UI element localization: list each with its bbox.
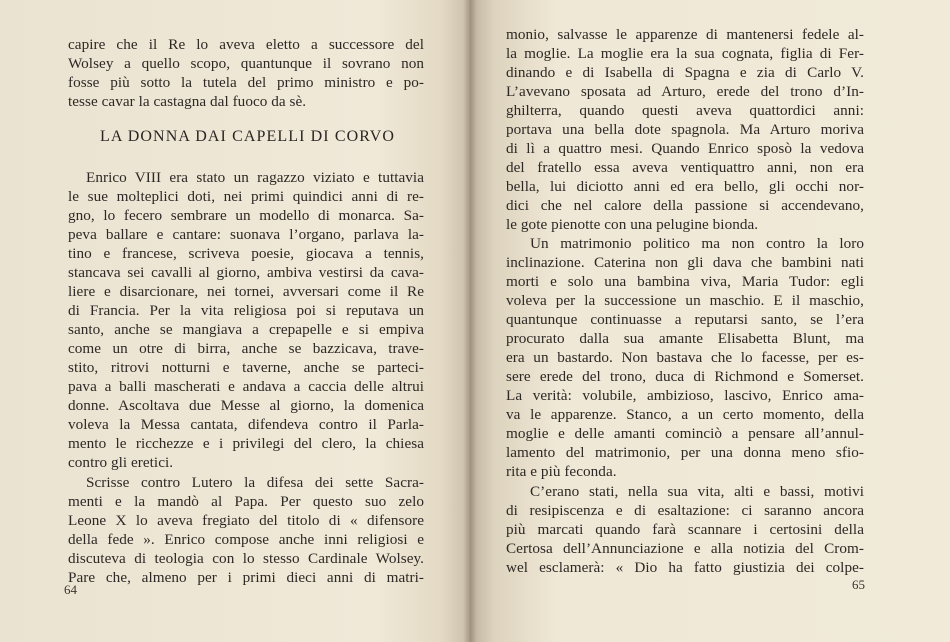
text-line: pava a balli mascherati e andava a caccia delle altrui xyxy=(68,378,424,395)
text-line: tino e francese, scriveva poesie, giocava a tennis, xyxy=(68,245,424,262)
text-line: stito, ritrovi notturni e taverne, anche se parteci- xyxy=(68,359,424,376)
text-line: inclinazione. Caterina non gli dava che bambini nati xyxy=(506,254,864,271)
text-line: le gote pienotte con una pelugine bionda. xyxy=(506,216,759,233)
text-line: dinando e di Isabella di Spagna e zia di Carlo V. xyxy=(506,64,864,81)
text-line: Wolsey a quello scopo, quantunque il sovrano non xyxy=(68,55,424,72)
page-number: 65 xyxy=(852,577,865,592)
text-line: più marcati quando farà scannare i certosini della xyxy=(506,521,864,538)
text-line: voleva per la successione un maschio. E il maschio, xyxy=(506,292,864,309)
text-line: Enrico VIII era stato un ragazzo viziato e tuttavia xyxy=(86,169,424,186)
text-line: quantunque continuasse a reputarsi santo, se l’era xyxy=(506,311,864,328)
text-line: gno, lo fecero sembrare un modello di monarca. Sa- xyxy=(68,207,424,224)
page-number: 64 xyxy=(64,582,77,597)
text-line: L’avevano sposata ad Arturo, erede del trono d’In- xyxy=(506,83,864,100)
text-line: le sue molteplici doti, nei primi quindici anni di re- xyxy=(68,188,424,205)
text-line: peva ballare e cantare: suonava l’organo, parlava la- xyxy=(68,226,424,243)
text-line: discuteva di teologia con lo stesso Cardinale Wolsey. xyxy=(68,550,424,567)
text-line: fosse più sotto la tutela del primo ministro e po- xyxy=(68,74,424,91)
right-page xyxy=(470,0,950,642)
text-line: sere erede del trono, duca di Richmond e Somerset. xyxy=(506,368,864,385)
text-line: la moglie. La moglie era la sua cognata, figlia di Fer- xyxy=(506,45,864,62)
chapter-title: LA DONNA DAI CAPELLI DI CORVO xyxy=(100,128,396,145)
text-line: Un matrimonio politico ma non contro la loro xyxy=(530,235,864,252)
text-line: mento le ricchezze e i privilegi del clero, la chiesa xyxy=(68,435,424,452)
text-line: Pare che, almeno per i primi dieci anni di matri- xyxy=(68,569,424,586)
text-line: stancava sei cavalli al giorno, ambiva vestirsi da cava- xyxy=(68,264,424,281)
text-line: portava una bella dote spagnola. Ma Arturo moriva xyxy=(506,121,864,138)
text-line: bella, lui diciotto anni ed era bello, gli occhi nor- xyxy=(506,178,864,195)
text-line: di resipiscenza e di esaltazione: ci saranno ancora xyxy=(506,502,864,519)
text-line: tesse cavar la castagna dal fuoco da sè. xyxy=(68,93,307,110)
text-line: di Francia. Per la vita religiosa poi si reputava un xyxy=(68,302,424,319)
text-line: va le apparenze. Stanco, a un certo momento, della xyxy=(506,406,864,423)
text-line: del fratello essa aveva ventiquattro anni, non era xyxy=(506,159,864,176)
text-line: santo, anche se mangiava a crepapelle e si empiva xyxy=(68,321,424,338)
text-line: contro gli eretici. xyxy=(68,454,174,471)
text-line: Scrisse contro Lutero la difesa dei sette Sacra- xyxy=(86,474,424,491)
text-line: La verità: volubile, ambizioso, lascivo, Enrico ama- xyxy=(506,387,864,404)
text-line: era un bastardo. Non bastava che lo facesse, per es- xyxy=(506,349,864,366)
text-line: ghilterra, quando questi aveva quattordici anni: xyxy=(506,102,864,119)
text-line: monio, salvasse le apparenze di mantenersi fedele al- xyxy=(506,26,864,43)
text-line: come un otre di birra, anche se bazzicava, trave- xyxy=(68,340,424,357)
left-page xyxy=(0,0,470,642)
text-line: procurato dalla sua amante Elisabetta Blunt, ma xyxy=(506,330,864,347)
text-line: dici che nel calore della passione si accendevano, xyxy=(506,197,864,214)
text-line: Certosa dell’Annunciazione e alla notizia del Crom- xyxy=(506,540,864,557)
text-line: donne. Ascoltava due Messe al giorno, la domenica xyxy=(68,397,424,414)
text-line: wel esclamerà: « Dio ha fatto giustizia dei colpe- xyxy=(506,559,864,576)
text-line: morti e solo una bambina viva, Maria Tudor: egli xyxy=(506,273,864,290)
text-line: lamento del matrimonio, per una donna meno sfio- xyxy=(506,444,864,461)
text-line: capire che il Re lo aveva eletto a successore del xyxy=(68,36,424,53)
text-line: Leone X lo aveva fregiato del titolo di « difensore xyxy=(68,512,424,529)
text-line: moglie e delle amanti cominciò a pensare all’annul- xyxy=(506,425,864,442)
text-line: di lì a quattro mesi. Quando Enrico sposò la vedova xyxy=(506,140,864,157)
text-line: rita e più feconda. xyxy=(506,463,617,480)
text-line: menti e la mandò al Papa. Per questo suo zelo xyxy=(68,493,424,510)
text-line: C’erano stati, nella sua vita, alti e bassi, motivi xyxy=(530,483,864,500)
text-line: liere e disarcionare, nei tornei, avversari come il Re xyxy=(68,283,424,300)
text-line: voleva la Messa cantata, difendeva contro il Parla- xyxy=(68,416,424,433)
text-line: della fede ». Enrico compose anche inni religiosi e xyxy=(68,531,424,548)
